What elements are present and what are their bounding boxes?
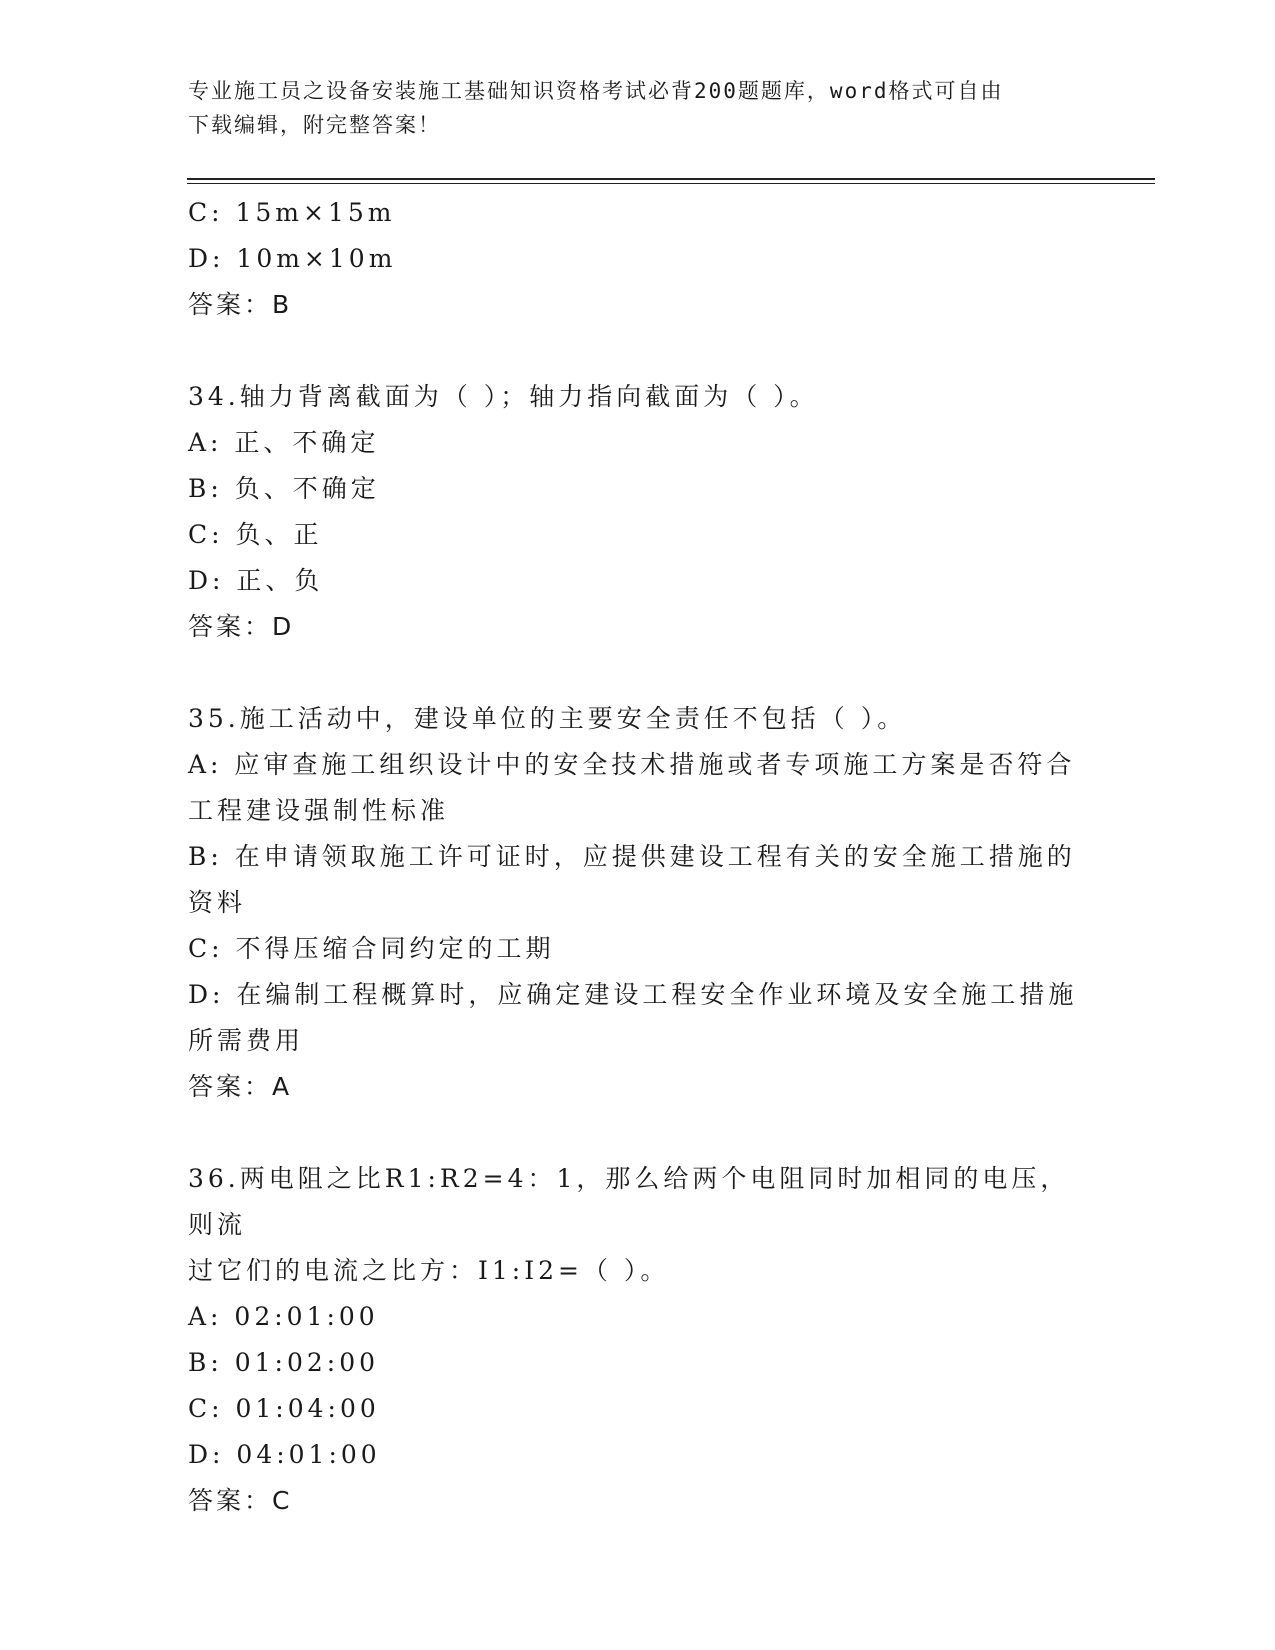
option-a: A: 应审查施工组织设计中的安全技术措施或者专项施工方案是否符合 bbox=[188, 750, 1076, 779]
option-d: D: 04:01:00 bbox=[188, 1440, 381, 1469]
question-34 bbox=[188, 374, 1088, 650]
option-c: C: 负、正 bbox=[188, 520, 323, 549]
option-c: C: 01:04:00 bbox=[188, 1394, 380, 1423]
question-33-tail bbox=[188, 190, 1088, 328]
header-line-2: 下载编辑，附完整答案！ bbox=[188, 113, 441, 137]
option-b-continued: 资料 bbox=[188, 888, 247, 917]
answer-line: 答案：D bbox=[188, 612, 295, 641]
option-a: A: 正、不确定 bbox=[188, 428, 380, 457]
header-divider-thin bbox=[187, 183, 1155, 184]
question-stem-continued: 过它们的电流之比方：I1:I2=（ ）。 bbox=[188, 1256, 670, 1285]
option-d: D: 在编制工程概算时，应确定建设工程安全作业环境及安全施工措施 bbox=[188, 980, 1078, 1009]
question-stem: 34.轴力背离截面为（ ）；轴力指向截面为（ ）。 bbox=[188, 382, 819, 411]
question-stem: 36.两电阻之比R1:R2=4：1，那么给两个电阻同时加相同的电压，则流 bbox=[188, 1164, 1070, 1239]
option-b: B: 01:02:00 bbox=[188, 1348, 380, 1377]
question-35 bbox=[188, 696, 1088, 1110]
spacer bbox=[188, 1110, 1088, 1156]
option-a-continued: 工程建设强制性标准 bbox=[188, 796, 450, 825]
question-stem: 35.施工活动中，建设单位的主要安全责任不包括（ ）。 bbox=[188, 704, 907, 733]
question-list bbox=[188, 190, 1088, 1524]
document-header bbox=[188, 74, 1088, 142]
answer-line: 答案：B bbox=[188, 290, 293, 319]
option-d-continued: 所需费用 bbox=[188, 1026, 305, 1055]
header-line-1: 专业施工员之设备安装施工基础知识资格考试必背200题题库，word格式可自由 bbox=[188, 79, 1004, 103]
answer-line: 答案：C bbox=[188, 1486, 293, 1515]
option-c: C: 不得压缩合同约定的工期 bbox=[188, 934, 555, 963]
answer-line: 答案：A bbox=[188, 1072, 293, 1101]
option-c: C: 15m×15m bbox=[188, 198, 396, 227]
option-d: D: 10m×10m bbox=[188, 244, 397, 273]
option-b: B: 在申请领取施工许可证时，应提供建设工程有关的安全施工措施的 bbox=[188, 842, 1076, 871]
spacer bbox=[188, 328, 1088, 374]
spacer bbox=[188, 650, 1088, 696]
header-divider-thick bbox=[187, 178, 1155, 180]
question-36 bbox=[188, 1156, 1088, 1524]
option-a: A: 02:01:00 bbox=[188, 1302, 379, 1331]
option-b: B: 负、不确定 bbox=[188, 474, 380, 503]
option-d: D: 正、负 bbox=[188, 566, 324, 595]
